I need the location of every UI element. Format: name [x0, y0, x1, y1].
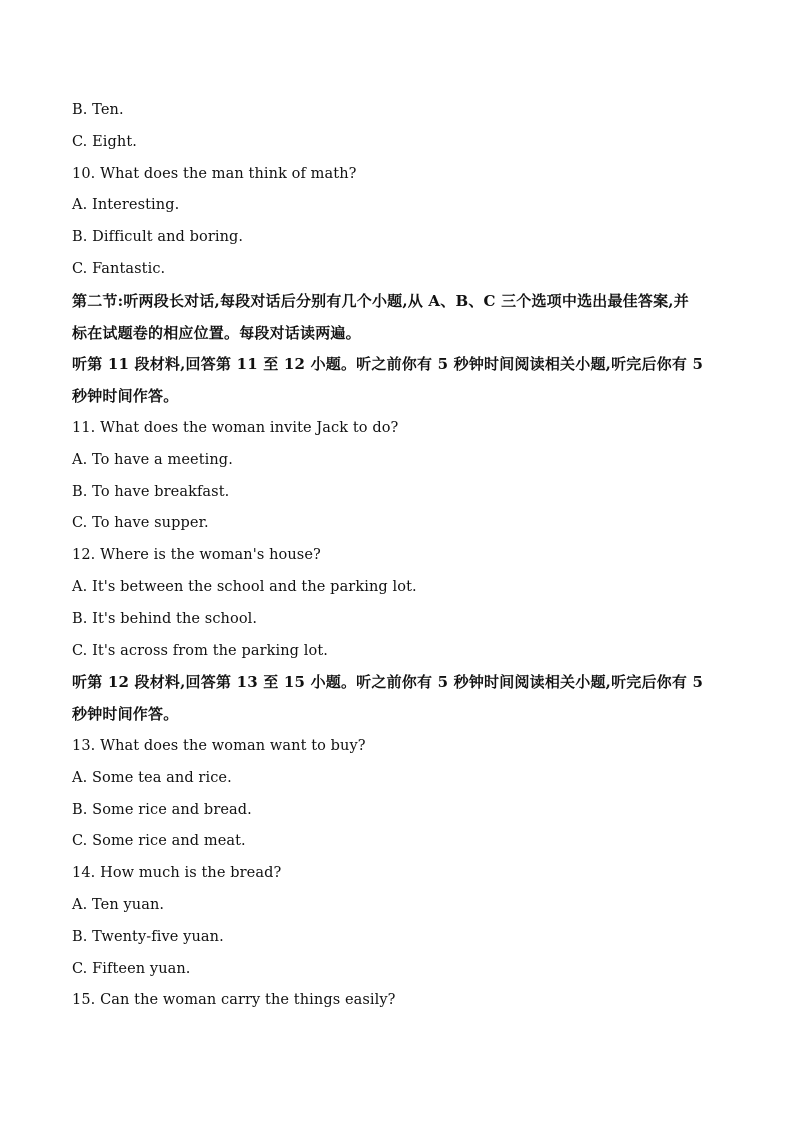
question-text: 10. What does the man think of math?	[72, 165, 357, 182]
question-text: 12. Where is the woman's house?	[72, 547, 321, 564]
answer-option: A. It's between the school and the parking lot.	[72, 578, 417, 595]
answer-option: C. Fantastic.	[72, 260, 166, 277]
material-instruction: 听第 11 段材料,回答第 11 至 12 小题。听之前你有 5 秒钟时间阅读相关小题,听完后你有 5	[72, 355, 704, 374]
material-instruction: 听第 12 段材料,回答第 13 至 15 小题。听之前你有 5 秒钟时间阅读相关小题,听完后你有 5	[72, 673, 704, 692]
answer-option: A. Interesting.	[72, 197, 180, 214]
question-text: 14. How much is the bread?	[72, 865, 282, 882]
material-instruction: 秒钟时间作答。	[72, 387, 179, 406]
answer-option: C. Eight.	[72, 133, 137, 150]
answer-option: C. Fifteen yuan.	[72, 960, 191, 977]
answer-option: A. Ten yuan.	[72, 896, 165, 913]
answer-option: A. To have a meeting.	[72, 451, 233, 468]
question-text: 11. What does the woman invite Jack to do?	[72, 419, 399, 436]
answer-option: B. It's behind the school.	[72, 610, 258, 627]
answer-option: C. It's across from the parking lot.	[72, 642, 328, 659]
section-instruction: 第二节:听两段长对话,每段对话后分别有几个小题,从 A、B、C 三个选项中选出最佳答案,并	[72, 291, 689, 310]
document-body	[72, 95, 722, 1017]
answer-option: C. To have supper.	[72, 515, 209, 532]
answer-option: C. Some rice and meat.	[72, 833, 246, 850]
answer-option: B. Difficult and boring.	[72, 229, 244, 246]
answer-option: B. Some rice and bread.	[72, 801, 252, 818]
question-text: 13. What does the woman want to buy?	[72, 737, 366, 754]
material-instruction: 秒钟时间作答。	[72, 705, 179, 724]
answer-option: B. Twenty-five yuan.	[72, 928, 224, 945]
question-text: 15. Can the woman carry the things easily?	[72, 992, 396, 1009]
answer-option: A. Some tea and rice.	[72, 769, 232, 786]
answer-option: B. Ten.	[72, 102, 124, 118]
answer-option: B. To have breakfast.	[72, 483, 230, 500]
section-instruction: 标在试题卷的相应位置。每段对话读两遍。	[72, 323, 361, 342]
